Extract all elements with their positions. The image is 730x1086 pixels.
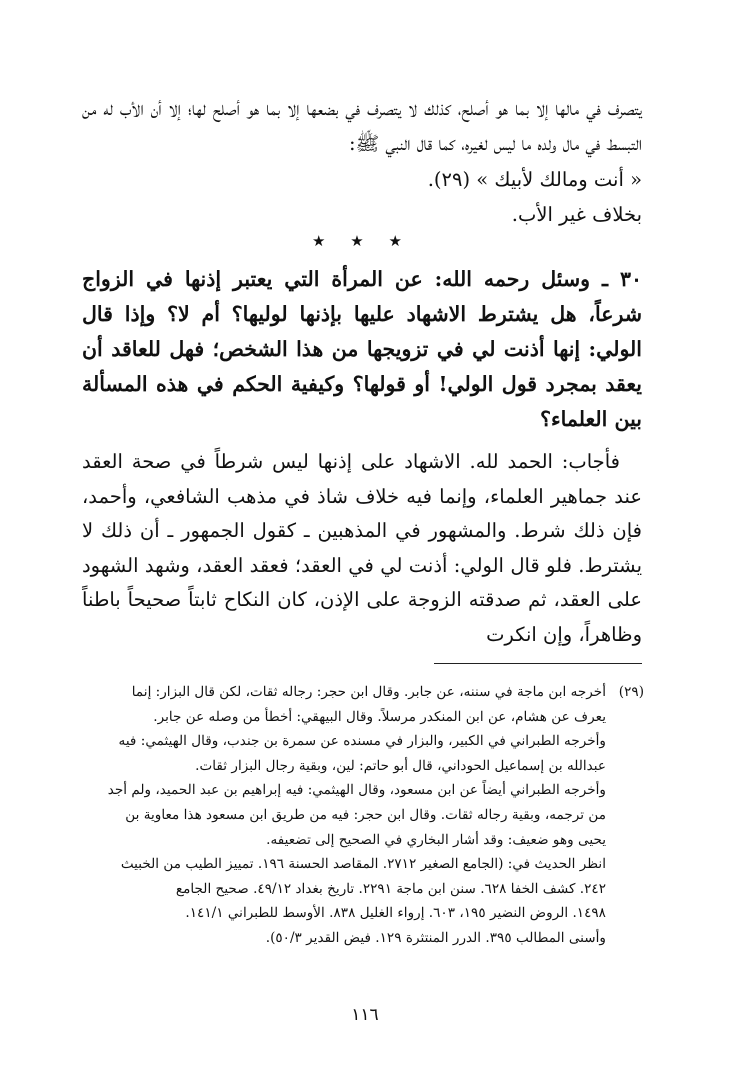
footnote-line: عبدالله بن إسماعيل الحوداني، قال أبو حاتم: لين، وبقية رجال البزار ثقات. [195,757,606,774]
footnote-line: وأخرجه الطبراني أيضاً عن ابن مسعود، وقال الهيثمي: فيه إبراهيم بن عبد الحميد، ولم أجد [107,782,606,799]
footnote-line: من ترجمه، وبقية رجاله ثقات. وقال ابن حجر: فيه من طريق ابن مسعود هذا معاوية بن [125,806,606,823]
body-text [82,92,642,232]
answer-paragraph: فأجاب: الحمد لله. الاشهاد على إذنها ليس شرطاً في صحة العقد عند جماهير العلماء، وإنما فيه خلاف شاذ في مذهب الشافعي، وأحمد، فإن ذلك شرط. والمشهور في المذهبين ـ كقول الجمهور ـ أن ذلك لا يشترط. فلو قال الولي: أذنت لي في العقد؛ فعقد العقد، وشهد الشهود على العقد، ثم صدقته الزوجة على الإذن، كان النكاح ثابتاً صحيحاً باطناً وظاهراً، وإن انكرت [82,450,642,646]
section-separator: ★ ★ ★ [312,232,412,250]
footnote-number: (٢٩) [618,684,644,700]
footnote-line: ١٤٩٨. الروض النضير ١٩٥، ٦٠٣. إرواء الغليل ٨٣٨. الأوسط للطبراني ١٤١/١. [185,905,606,922]
footnote-line: يعرف عن هشام، عن ابن المنكدر مرسلاً. وقال البيهقي: أخطأ من وصله عن جابر. [153,708,606,725]
footnotes [82,680,644,951]
footnote-line: ٢٤٢. كشف الخفا ٦٢٨. سنن ابن ماجة ٢٢٩١. تاريخ بغداد ٤٩/١٢. صحيح الجامع [175,880,606,897]
footnote-line: انظر الحديث في: (الجامع الصغير ٢٧١٢. المقاصد الحسنة ١٩٦. تمييز الطيب من الخبيث [120,856,606,873]
page-number: ١١٦ [351,1005,379,1025]
footnote-line: يحيى وهو ضعيف: وقد أشار البخاري في الصحيح إلى تضعيفه. [266,831,606,848]
answer-block [82,445,642,652]
paragraph-closing: بخلاف غير الأب. [511,202,642,226]
question-heading: ٣٠ ـ وسئل رحمه الله: عن المرأة التي يعتبر إذنها في الزواج شرعاً، هل يشترط الاشهاد عليها بإذنها لوليها؟ أم لا؟ وإذا قال الولي: إنها أذنت لي في تزويجها من هذا الشخص؛ فهل للعاقد أن يعقد بمجرد قول الولي! أو قولها؟ وكيفية الحكم في هذه المسألة بين العلماء؟ [82,267,642,431]
main-text-block [82,92,642,652]
footnote-line: وأخرجه الطبراني في الكبير، والبزار في مسنده عن سمرة بن جندب، وقال الهيثمي: فيه [118,733,606,750]
hadith-quote: « أنت ومالك لأبيك » (٢٩). [427,168,642,191]
footnote-text: أخرجه ابن ماجة في سننه، عن جابر. وقال ابن حجر: رجاله ثقات، لكن قال البزار: إنما [131,684,606,700]
footnote-line [82,680,644,705]
paragraph-continuation: يتصرف في مالها إلا بما هو أصلح، كذلك لا يتصرف في بضعها إلا بما هو أصلح لها؛ إلا أن الأب له من التبسط في مال ولده ما ليس لغيره، كما قال النبي ﷺ: [82,97,642,155]
footnote-line: وأسنى المطالب ٣٩٥. الدرر المنتثرة ١٢٩. فيض القدير ٥٠/٣). [265,929,606,946]
footnote-divider [434,663,642,664]
